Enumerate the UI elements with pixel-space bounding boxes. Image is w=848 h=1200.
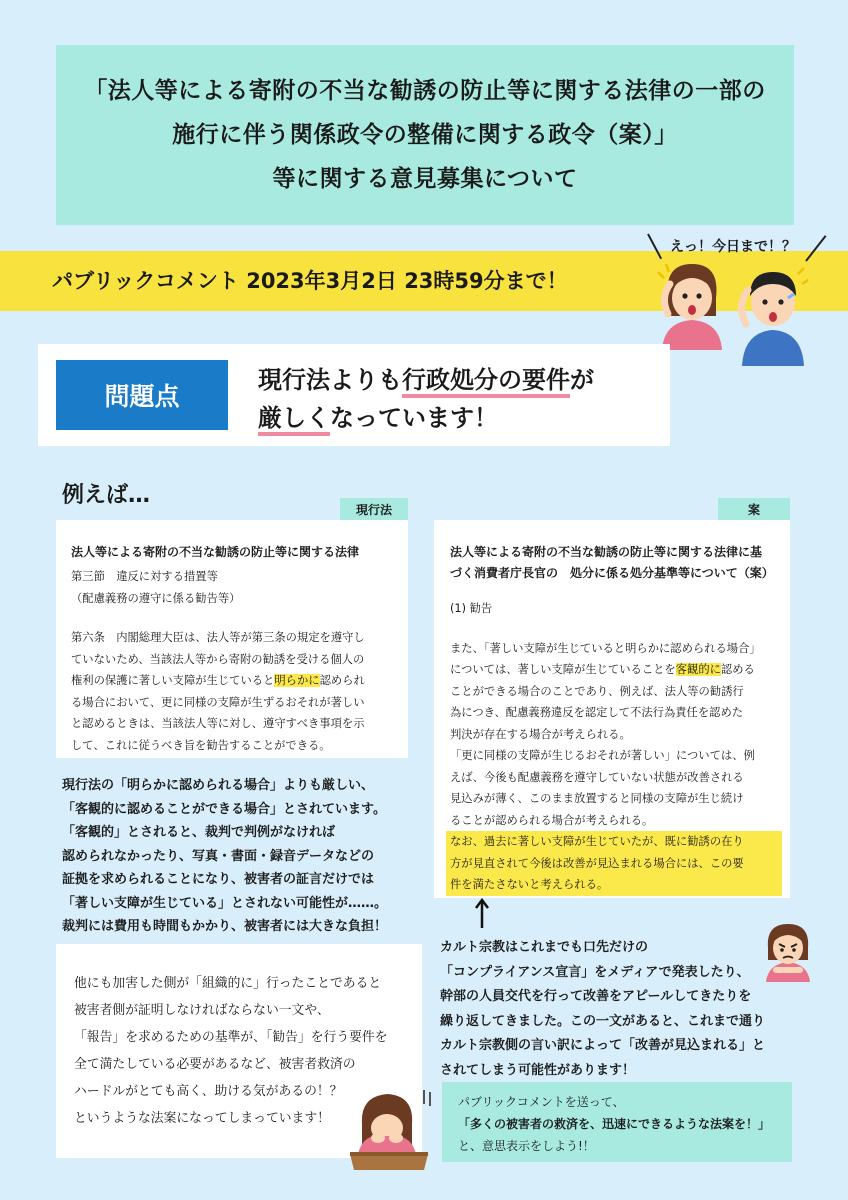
title-box (56, 45, 794, 225)
current-law-line: と認めるときは、当該法人等に対し、遵守すべき事項を示 (71, 717, 365, 730)
problem-line-2-suffix: なっています！ (330, 404, 498, 432)
cta-line-3: と、意思表示をしよう!！ (458, 1139, 595, 1153)
speech-text: えっ！今日まで！？ (670, 239, 796, 255)
call-to-action-box (442, 1082, 792, 1162)
text-segment: については、著しい支障が生じていることを (450, 663, 676, 676)
deadline-text: パブリックコメント 2023年3月2日 23時59分まで！ (52, 269, 568, 293)
surprised-woman-illustration (654, 258, 730, 350)
problem-line-2 (258, 398, 498, 433)
explanation-line: 「客観的に認めることができる場合」とされています。 (62, 801, 386, 817)
current-law-line: して、これに従うべき旨を勧告することができる。 (71, 738, 331, 752)
proposal-highlight-block (446, 831, 782, 896)
spacer (71, 609, 401, 627)
surprised-man-illustration (736, 262, 810, 366)
proposal-highlight-line: なお、過去に著しい支障が生じていたが、既に勧誘の在り (450, 835, 744, 848)
current-law-line: ていないため、当該法人等から寄附の勧誘を受ける個人の (71, 652, 365, 666)
explanation-line: 認められなかったり、写真・書面・録音データなどの (62, 848, 375, 864)
problem-line-1-suffix: が (570, 366, 594, 394)
spacer (450, 620, 786, 638)
spacer (450, 584, 786, 598)
explanation-line: 「著しい支障が生じている」とされない可能性が……。 (62, 895, 388, 911)
cult-line: カルト宗教側の言い訳によって「改善が見込まれる」と (440, 1038, 766, 1054)
title-line-3: 等に関する意見募集について (272, 166, 578, 192)
other-issues-line: 全て満たしている必要があるなど、被害者救済の (74, 1057, 356, 1072)
proposal-line: 為につき、配慮義務違反を認定して不法行為責任を認めた (450, 706, 744, 719)
proposal-highlight-line: 方が見直されて今後は改善が見込まれる場合には、この要 (450, 856, 744, 870)
other-issues-line: 被害者側が証明しなければならない一文や、 (74, 1003, 330, 1018)
proposal-title-line-2: づく消費者庁長官の 処分に係る処分基準等について（案） (450, 566, 774, 580)
cult-paragraph (440, 936, 765, 1084)
troubled-woman-illustration (348, 1084, 434, 1172)
cult-line: 幹部の人員交代を行って改善をアピールしてきたりを (440, 989, 752, 1005)
proposal-line: 見込みが薄く、このまま放置すると同様の支障が生じ続け (450, 792, 744, 805)
current-law-section: 第三節 違反に対する措置等 (71, 570, 218, 583)
cta-line-1: パブリックコメントを送って、 (458, 1095, 625, 1109)
other-issues-line: ハードルがとても高く、助ける気があるの！？ (74, 1084, 343, 1099)
other-issues-line: というような法案になってしまっています！ (74, 1111, 330, 1126)
explanation-line: 「客観的」とされると、裁判で判例がなければ (62, 825, 336, 840)
highlight-akiraka: 明らかに (274, 674, 320, 687)
proposal-line: ことができる場合のことであり、例えば、法人等の勧誘行 (450, 684, 744, 698)
explanation-paragraph (62, 774, 387, 939)
text-segment: 認める (720, 663, 755, 676)
proposal-line-highlighted (450, 659, 786, 681)
problem-line-1-underlined: 行政処分の要件 (402, 366, 570, 398)
current-law-card (56, 520, 408, 758)
highlight-kyakkanteki: 客観的に (675, 663, 721, 676)
current-law-line-highlighted (71, 670, 401, 692)
problem-line-2-underlined: 厳しく (258, 404, 330, 436)
problem-label: 問題点 (56, 360, 228, 430)
other-issues-line: 「報告」を求めるための基準が、「勧告」を行う要件を (74, 1030, 388, 1045)
proposal-line: えば、今後も配慮義務を遵守していない状態が改善される (450, 770, 744, 784)
proposal-line: 判決が存在する場合が考えられる。 (450, 727, 631, 741)
current-law-title: 法人等による寄附の不当な勧誘の防止等に関する法律 (71, 545, 360, 559)
cta-line-2: 「多くの被害者の救済を、迅速にできるような法案を！」 (458, 1117, 771, 1131)
proposal-line: また、「著しい支障が生じていると明らかに認められる場合」 (450, 641, 761, 655)
title-line-1: 「法人等による寄附の不当な勧誘の防止等に関する法律の一部の (84, 78, 766, 104)
current-law-line: る場合において、更に同様の支障が生ずるおそれが著しい (71, 695, 365, 709)
problem-line-1-prefix: 現行法よりも (258, 366, 402, 394)
other-issues-paragraph (74, 970, 388, 1132)
current-law-subsection: （配慮義務の遵守に係る勧告等） (71, 591, 241, 605)
proposal-line: 「更に同様の支障が生じるおそれが著しい」については、例 (450, 749, 755, 762)
other-issues-line: 他にも加害した側が「組織的に」行ったことであると (74, 976, 382, 991)
cult-line: カルト宗教はこれまでも口先だけの (440, 940, 649, 955)
cult-line: されてしまう可能性があります！ (440, 1062, 636, 1078)
explanation-line: 現行法の「明らかに認められる場合」よりも厳しい、 (62, 778, 375, 793)
proposal-title-line-1: 法人等による寄附の不当な勧誘の防止等に関する法律に基 (450, 545, 763, 559)
current-law-tag: 現行法 (340, 498, 408, 520)
cult-line: 繰り返してきました。この一文があると、これまで通り (440, 1013, 766, 1029)
current-law-content (71, 542, 401, 756)
up-arrow-icon (474, 898, 490, 928)
explanation-line: 裁判には費用も時間もかかり、被害者には大きな負担！ (62, 919, 388, 934)
angry-woman-illustration (760, 920, 816, 982)
title-line-2: 施行に伴う関係政令の整備に関する政令（案）」 (172, 122, 678, 148)
example-heading: 例えば… (62, 483, 151, 508)
text-segment: 権利の保護に著しい支障が生じていると (71, 674, 275, 687)
proposal-item: (1) 勧告 (450, 602, 493, 615)
current-law-line: 第六条 内閣総理大臣は、法人等が第三条の規定を遵守し (71, 631, 365, 644)
proposal-tag: 案 (718, 498, 790, 520)
problem-line-1 (258, 360, 594, 395)
explanation-line: 証拠を求められることになり、被害者の証言だけでは (62, 872, 375, 887)
proposal-content (450, 542, 786, 896)
proposal-card (434, 520, 790, 898)
proposal-line: ることが認められる場合が考えられる。 (450, 813, 654, 827)
text-segment: 認められ (319, 674, 365, 687)
proposal-highlight-line: 件を満たさないと考えられる。 (450, 878, 609, 891)
cult-line: 「コンプライアンス宣言」をメディアで発表したり、 (440, 964, 750, 980)
